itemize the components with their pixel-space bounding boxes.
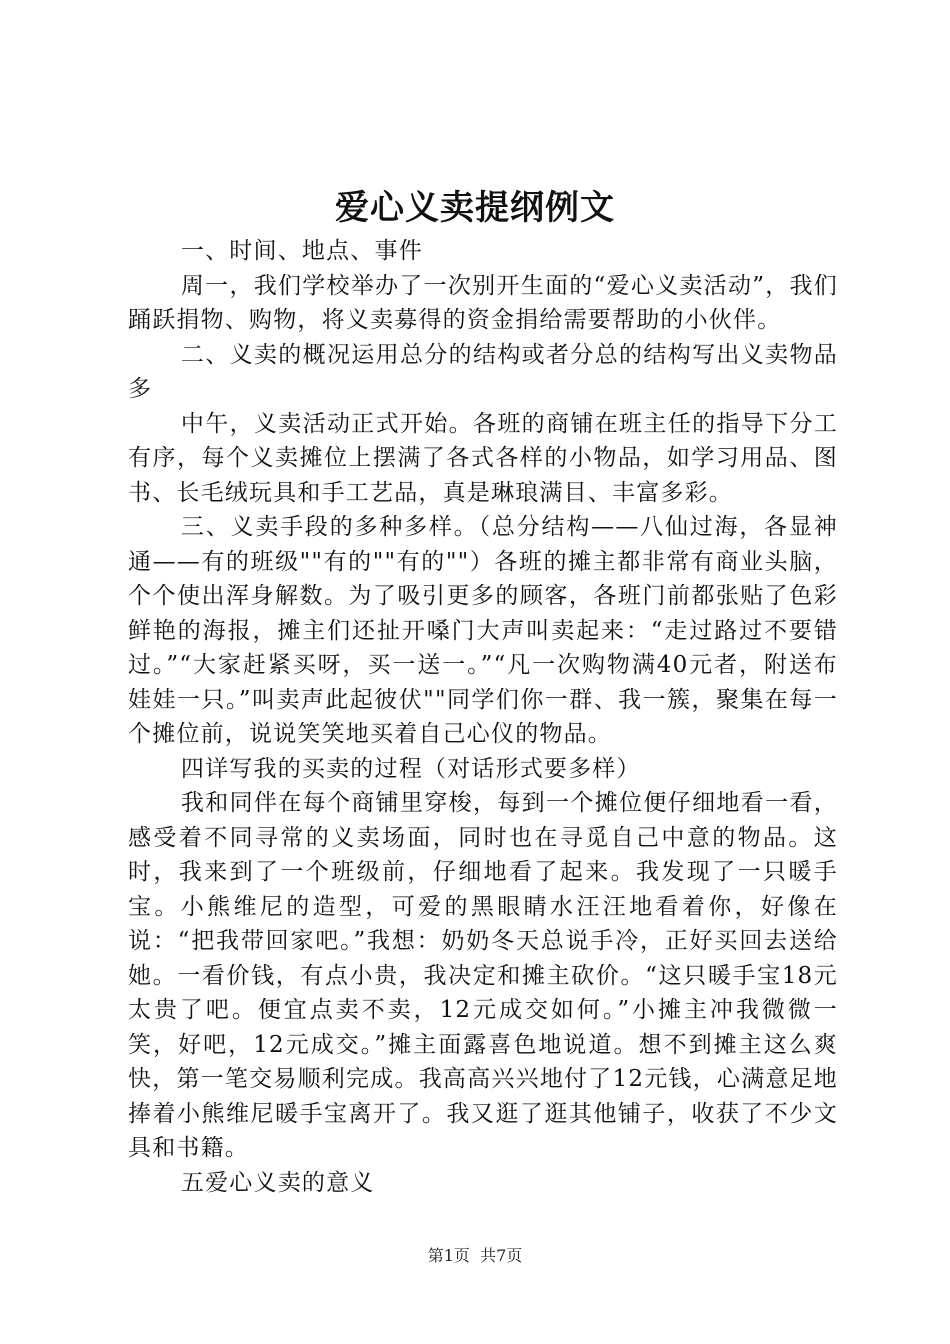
section-heading-1: 一、时间、地点、事件 <box>180 238 423 264</box>
section-heading-5: 五爱心义卖的意义 <box>180 1169 375 1196</box>
page-number: 第1页 <box>427 1246 470 1265</box>
document-title: 爱心义卖提纲例文 <box>335 188 615 228</box>
paragraph-intro: 周一，我们学校举办了一次别开生面的“爱心义卖活动”，我们踊跃捐物、购物，将义卖募得的资金捐给需要帮助的小伙伴。 <box>128 272 838 333</box>
page-footer <box>0 1244 950 1268</box>
section-heading-3: 三、义卖手段的多种多样。（总分结构——八仙过海，各显神通——有的班级""有的""有的""）各班的摊主都非常有商业头脑，个个使出浑身解数。为了吸引更多的顾客，各班门前都张贴了色彩鲜艳的海报，摊主们还扯开嗓门大声叫卖起来：“走过路过不要错过。”“大家赶紧买呀，买一送一。”“凡一次购物满40元者，附送布娃娃一只。”叫卖声此起彼伏""同学们你一群、我一簇，聚集在每一个摊位前，说说笑笑地买着自己心仪的物品。 <box>128 514 838 747</box>
section-heading-2: 二、义卖的概况运用总分的结构或者分总的结构写出义卖物品多 <box>128 341 838 402</box>
page-total: 共7页 <box>480 1246 523 1265</box>
paragraph-overview: 中午，义卖活动正式开始。各班的商铺在班主任的指导下分工有序，每个义卖摊位上摆满了各式各样的小物品，如学习用品、图书、长毛绒玩具和手工艺品，真是琳琅满目、丰富多彩。 <box>128 410 838 506</box>
paragraph-process: 我和同伴在每个商铺里穿梭，每到一个摊位便仔细地看一看，感受着不同寻常的义卖场面，同时也在寻觅自己中意的物品。这时，我来到了一个班级前，仔细地看了起来。我发现了一只暖手宝。小熊维尼的造型，可爱的黑眼睛水汪汪地看着你，好像在说：“把我带回家吧。”我想：奶奶冬天总说手冷，正好买回去送给她。一看价钱，有点小贵，我决定和摊主砍价。“这只暖手宝18元太贵了吧。便宜点卖不卖，12元成交如何。”小摊主冲我微微一笑，好吧，12元成交。”摊主面露喜色地说道。想不到摊主这么爽快，第一笔交易顺利完成。我高高兴兴地付了12元钱，心满意足地捧着小熊维尼暖手宝离开了。我又逛了逛其他铺子，收获了不少文具和书籍。 <box>128 790 838 1161</box>
document-body <box>128 234 838 1200</box>
section-heading-4: 四详写我的买卖的过程（对话形式要多样） <box>180 755 641 782</box>
